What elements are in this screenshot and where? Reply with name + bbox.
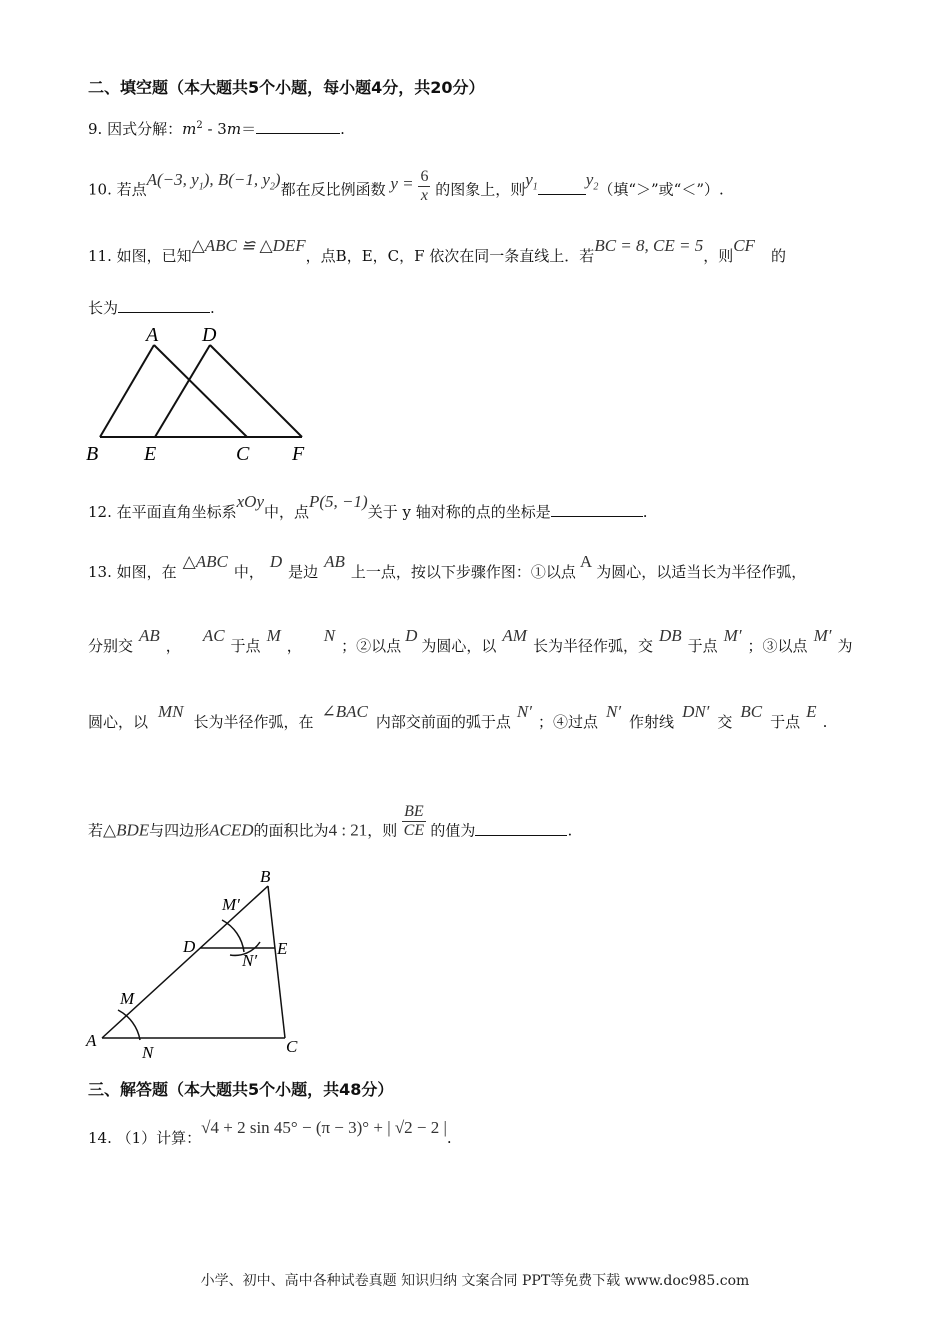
q13-label-b: B <box>260 867 271 886</box>
q11-side-df <box>210 345 302 437</box>
q11-label-d: D <box>202 324 217 346</box>
q13-text-a: 中， <box>233 563 264 581</box>
q13-l2-c: 于点 <box>230 637 261 655</box>
q11-end: . <box>210 299 215 317</box>
q13-label-e: E <box>277 939 288 958</box>
q13-label-c: C <box>286 1037 298 1056</box>
q9-end: . <box>340 120 345 138</box>
q12-system: xOy <box>236 492 264 511</box>
q11-label-e: E <box>144 443 157 465</box>
q13-text-b: 是边 <box>288 563 319 581</box>
q13-l4-b: 与四边形 <box>149 821 210 840</box>
question-13-line4 <box>88 803 573 850</box>
q13-l3-e2: E <box>806 702 817 721</box>
q13-l4-d: ，则 <box>367 821 398 840</box>
q13-l2-ab: AB <box>139 626 160 645</box>
question-12 <box>88 492 648 522</box>
q10-fraction: $\frac{6}{x}$ <box>420 168 429 204</box>
q13-label-d: D <box>183 937 196 956</box>
q13-label-n: N <box>142 1043 154 1062</box>
q13-l3-b: 长为半径作弧，在 <box>193 713 314 731</box>
q13-text-c: 上一点，按以下步骤作图：①以点 <box>350 563 576 581</box>
q13-l3-a: 圆心，以 <box>88 713 149 731</box>
q11-mid: ，点B，E，C，F 依次在同一条直线上．若 <box>305 247 595 265</box>
q11-side-ba <box>100 345 154 437</box>
q13-l4-ratio: 4 : 21 <box>328 820 368 840</box>
q13-l2-j: 为 <box>837 637 853 655</box>
q12-point: P(5, −1) <box>309 492 368 511</box>
q12-end: . <box>642 503 648 521</box>
q11-label-a: A <box>146 324 159 346</box>
q12-mid: 中，点 <box>264 503 310 521</box>
q13-l2-b: ， <box>165 637 181 655</box>
section-title-solve: 三、解答题（本大题共5个小题，共48分） <box>88 1080 394 1099</box>
q9-var-m2: m <box>226 120 242 138</box>
q10-y2: $y_2$ <box>585 169 599 192</box>
q13-l3-bc: BC <box>740 702 763 721</box>
q13-l2-mp: M′ <box>723 626 742 645</box>
question-13-line2 <box>88 626 853 656</box>
q13-l4-a: 若 <box>88 821 104 840</box>
q13-answer-blank[interactable] <box>475 821 567 836</box>
q10-y1: $y_1$ <box>525 169 538 192</box>
q13-l2-ac: AC <box>202 626 225 645</box>
q13-l3-c: 内部交前面的弧于点 <box>375 713 511 731</box>
q13-l3-np: N′ <box>516 702 532 721</box>
q13-side-bc <box>268 886 285 1038</box>
q13-l2-d2: D <box>405 626 418 645</box>
q11-figure <box>80 320 330 470</box>
q10-point-a: A(−3, $y_1$), <box>146 169 218 192</box>
q11-de: 的 <box>770 247 786 265</box>
q13-l3-d: ；④过点 <box>537 713 598 731</box>
q11-label-f: F <box>292 443 305 465</box>
q13-label-mp: M′ <box>222 895 240 914</box>
q13-l2-am: AM <box>502 626 527 645</box>
q10-mid: 都在反比例函数 <box>280 180 386 199</box>
question-10 <box>88 168 724 209</box>
q13-figure <box>80 860 320 1070</box>
question-11 <box>88 236 786 266</box>
q13-l3-dnp: DN′ <box>682 702 710 721</box>
q13-l4-aced: ACED <box>209 820 254 840</box>
q13-l2-g: 长为半径作弧，交 <box>532 637 653 655</box>
q9-prefix: 9. 因式分解： <box>88 120 183 138</box>
question-13-line1 <box>88 552 807 582</box>
q13-triangle: △ABC <box>182 552 228 571</box>
q13-l3-mn: MN <box>158 702 184 721</box>
q11-congruence: △ABC ≌ △DEF <box>191 236 306 255</box>
q11-line2-prefix: 长为 <box>88 299 119 317</box>
q10-func-y: y = <box>390 173 414 193</box>
q13-l4-bde: △BDE <box>103 820 150 840</box>
page-footer: 小学、初中、高中各种试卷真题 知识归纳 文案合同 PPT等免费下载 www.doc985.com <box>200 1273 750 1289</box>
q9-equals: ＝ <box>241 120 257 138</box>
q12-after: 关于 y 轴对称的点的坐标是 <box>367 503 551 521</box>
q13-l3-angle: ∠BAC <box>321 702 368 721</box>
question-14 <box>88 1118 452 1148</box>
q13-l2-db: DB <box>658 626 682 645</box>
q13-label-a: A <box>86 1031 97 1050</box>
q13-prefix: 13. 如图，在 <box>88 563 177 581</box>
q9-answer-blank[interactable] <box>256 119 340 134</box>
q11-label-b: B <box>86 443 99 465</box>
q9-exponent: 2 <box>196 120 203 131</box>
q11-prefix: 11. 如图，已知 <box>88 247 192 265</box>
q13-point-a: A <box>579 552 593 571</box>
q13-seg-ab: AB <box>324 552 345 571</box>
q13-label-m: M <box>120 989 135 1008</box>
q10-point-b: B(−1, $y_2$) <box>217 169 281 192</box>
q13-point-d: D <box>269 552 283 571</box>
q12-prefix: 12. 在平面直角坐标系 <box>88 503 237 521</box>
q13-l3-e: 作射线 <box>629 713 675 731</box>
q13-l3-f: 交 <box>717 713 733 731</box>
q11-condition: BC = 8, CE = 5 <box>594 236 704 255</box>
q11-label-c: C <box>236 443 250 465</box>
q13-l2-mp2: M′ <box>813 626 832 645</box>
q11-cf: CF <box>733 236 755 255</box>
q13-text-d: 为圆心，以适当长为半径作弧， <box>596 563 807 581</box>
q11-answer-blank[interactable] <box>118 298 210 313</box>
q13-l2-e: ；②以点 <box>341 637 402 655</box>
q13-l3-np2: N′ <box>605 702 622 721</box>
q13-l3-h: . <box>822 713 828 731</box>
q13-l2-a: 分别交 <box>88 637 134 655</box>
q13-l2-i: ；③以点 <box>747 637 808 655</box>
question-11-line2 <box>88 298 215 318</box>
section-title-fill-in: 二、填空题（本大题共5个小题，每小题4分，共20分） <box>88 78 485 97</box>
q13-l4-f: . <box>567 821 573 840</box>
q13-l2-d: ， <box>286 637 302 655</box>
q11-then: ，则 <box>703 247 734 265</box>
q13-l3-g: 于点 <box>770 713 801 731</box>
q10-answer-blank[interactable] <box>538 180 586 195</box>
q12-answer-blank[interactable] <box>551 502 643 517</box>
q13-l2-m: M <box>266 626 281 645</box>
question-13-line3 <box>88 702 828 732</box>
q13-l4-e: 的值为 <box>430 821 476 840</box>
question-9 <box>88 116 345 139</box>
q13-l4-c: 的面积比为 <box>253 821 329 840</box>
q14-prefix: 14. （1）计算： <box>88 1129 202 1147</box>
q13-l2-f: 为圆心，以 <box>421 637 497 655</box>
q13-arc-a <box>118 1010 140 1040</box>
q13-label-np: N′ <box>242 951 258 970</box>
q14-expression: √4 + 2 sin 45° − (π − 3)° + | √2 − 2 | <box>201 1118 447 1137</box>
q13-l4-fraction: $\frac{BE}{CE}$ <box>403 803 425 839</box>
q9-minus: - 3 <box>202 120 227 138</box>
q11-side-ac <box>154 345 247 437</box>
q13-l2-n: N <box>323 626 336 645</box>
q14-end: . <box>446 1129 452 1147</box>
q10-prefix: 10. 若点 <box>88 180 147 199</box>
q9-var-m: m <box>182 120 197 138</box>
q10-hint: （填“＞”或“＜”）. <box>598 180 724 199</box>
q10-after: 的图象上，则 <box>435 180 526 199</box>
q13-l2-h: 于点 <box>687 637 718 655</box>
